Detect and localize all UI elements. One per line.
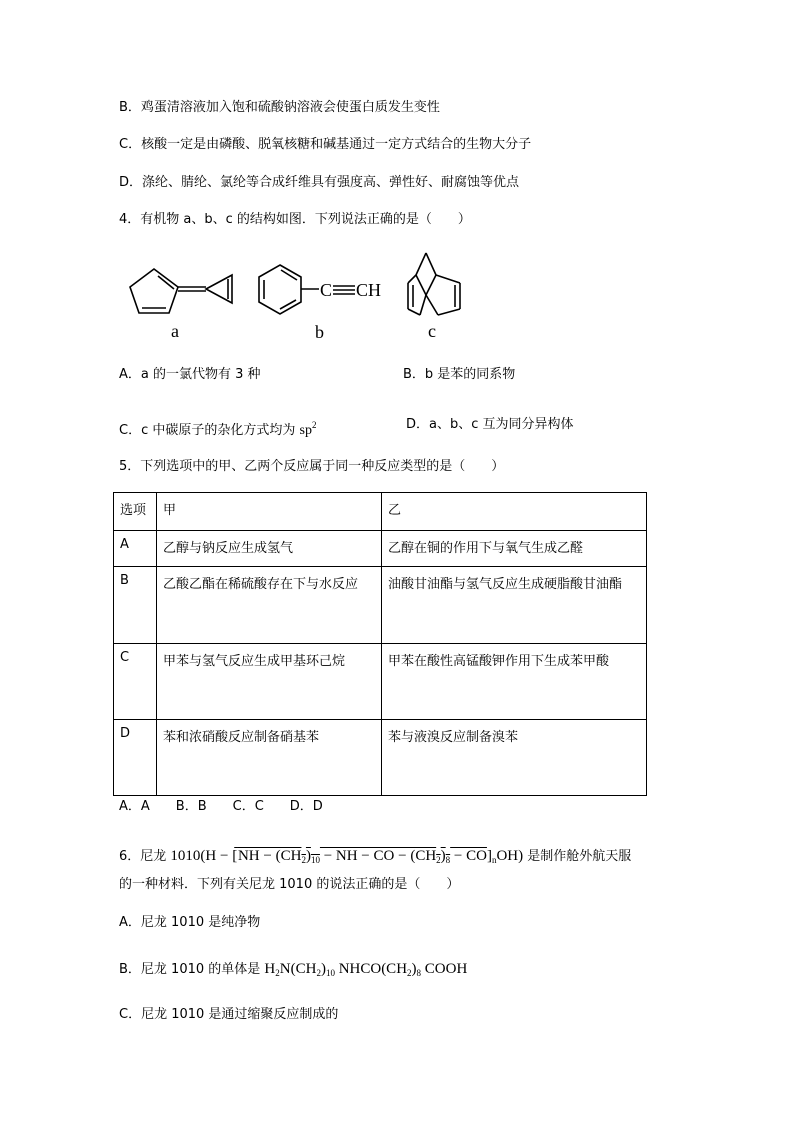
row-b-yi: 油酸甘油酯与氢气反应生成硬脂酸甘油酯 (382, 567, 647, 644)
q5-reaction-table (113, 492, 647, 796)
q3-option-c: C．核酸一定是由磷酸、脱氧核糖和碱基通过一定方式结合的生物大分子 (119, 137, 532, 152)
q4-structures-figure (120, 245, 480, 345)
table-row (114, 567, 647, 644)
header-option: 选项 (114, 493, 157, 531)
q4-option-a: A．a 的一氯代物有 3 种 (119, 367, 261, 382)
q4-option-c (119, 416, 316, 440)
q4-option-d: D．a、b、c 互为同分异构体 (406, 417, 574, 432)
molecule-b-structure (259, 265, 355, 314)
header-jia: 甲 (157, 493, 382, 531)
row-a-jia: 乙醇与钠反应生成氢气 (157, 531, 382, 567)
table-header-row (114, 493, 647, 531)
row-d-yi: 苯与液溴反应制备溴苯 (382, 720, 647, 796)
q4-option-c-text: C．c 中碳原子的杂化方式均为 (119, 423, 296, 438)
q3-option-b: B．鸡蛋清溶液加入饱和硫酸钠溶液会使蛋白质发生变性 (119, 100, 440, 115)
label-b: b (315, 322, 324, 342)
row-d-label: D (114, 720, 157, 796)
row-c-label: C (114, 644, 157, 720)
label-a: a (171, 321, 179, 341)
table-row (114, 720, 647, 796)
q6-stem-line2: 的一种材料．下列有关尼龙 1010 的说法正确的是（ ） (119, 877, 460, 892)
monomer-formula: $H_2N(CH_2)_{10}$ $NHCO(CH_2)_8$ COOH (264, 961, 468, 978)
molecule-a-structure (130, 269, 232, 313)
header-yi: 乙 (382, 493, 647, 531)
row-a-label: A (114, 531, 157, 567)
molecule-c-structure (408, 253, 460, 315)
q6-option-b (119, 956, 467, 986)
nylon-1010-formula: 1010(H − [ NH − $(CH_2)_{10}$ − NH − CO − $(CH_2)_8 - CO]_nOH$) (170, 848, 524, 865)
row-b-label: B (114, 567, 157, 644)
q4-stem: 4．有机物 a、b、c 的结构如图．下列说法正确的是（ ） (119, 212, 471, 227)
row-c-jia: 甲苯与氢气反应生成甲基环己烷 (157, 644, 382, 720)
q6-option-b-text: B．尼龙 1010 的单体是 (119, 962, 261, 977)
q6-option-a: A．尼龙 1010 是纯净物 (119, 915, 261, 930)
q5-choices: A．A B．B C．C D．D (119, 799, 323, 814)
q6-stem-line1 (119, 842, 631, 874)
sp2-formula: $sp^2$ (299, 420, 317, 438)
table-row (114, 644, 647, 720)
q4-option-b: B．b 是苯的同系物 (403, 367, 516, 382)
molecule-b-alkyne-text: C CH (320, 280, 382, 300)
q6-prefix: 6．尼龙 (119, 849, 167, 864)
q3-option-d: D．涤纶、腈纶、氯纶等合成纤维具有强度高、弹性好、耐腐蚀等优点 (119, 175, 520, 190)
row-a-yi: 乙醇在铜的作用下与氧气生成乙醛 (382, 531, 647, 567)
q6-suffix: 是制作舱外航天服 (527, 849, 632, 864)
row-c-yi: 甲苯在酸性高锰酸钾作用下生成苯甲酸 (382, 644, 647, 720)
row-d-jia: 苯和浓硝酸反应制备硝基苯 (157, 720, 382, 796)
row-b-jia: 乙酸乙酯在稀硫酸存在下与水反应 (157, 567, 382, 644)
q5-stem: 5．下列选项中的甲、乙两个反应属于同一种反应类型的是（ ） (119, 459, 505, 474)
table-row (114, 531, 647, 567)
label-c: c (428, 321, 436, 341)
q6-option-c: C．尼龙 1010 是通过缩聚反应制成的 (119, 1007, 339, 1022)
